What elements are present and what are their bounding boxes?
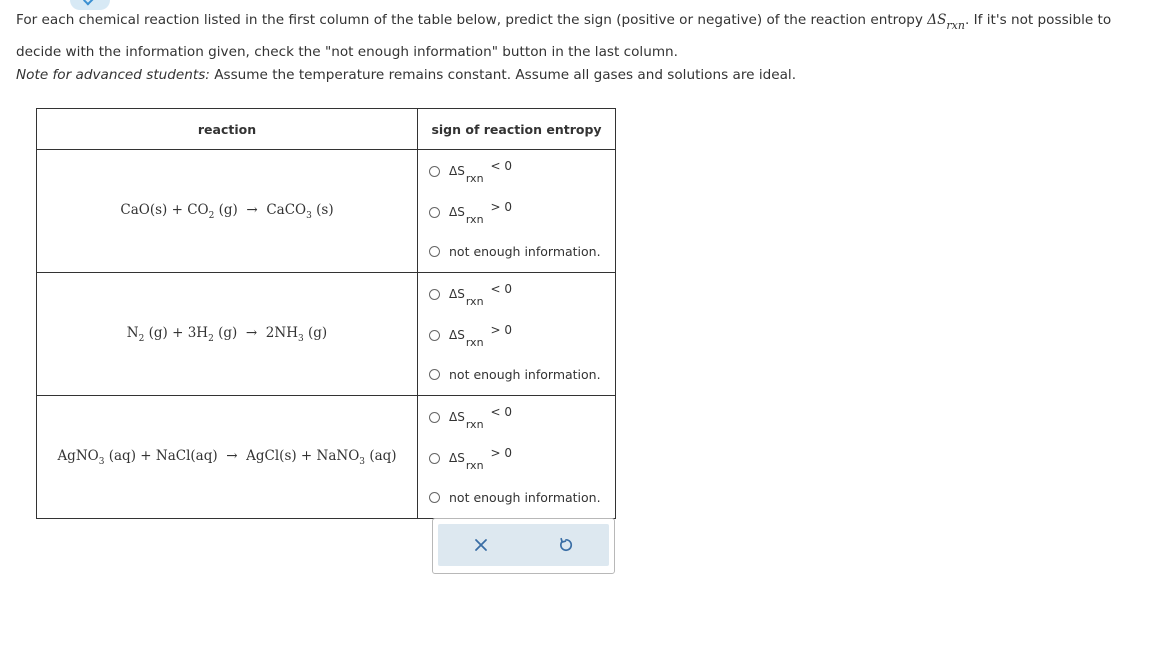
option-not-enough-info[interactable]: not enough information.: [429, 490, 601, 505]
radio-button[interactable]: [429, 492, 440, 503]
option-negative[interactable]: ΔS rxn < 0: [429, 287, 512, 301]
table-row: [37, 396, 616, 519]
sign-options-1: [418, 150, 616, 273]
reaction-arrow: →: [226, 447, 238, 464]
sign-options-3: [418, 396, 616, 519]
table-header-row: [37, 109, 616, 150]
advanced-note: [16, 64, 796, 86]
answer-action-bar: [432, 518, 615, 574]
note-label: Note for advanced students:: [16, 67, 210, 83]
radio-button[interactable]: [429, 453, 440, 464]
option-not-enough-info[interactable]: not enough information.: [429, 244, 601, 259]
option-not-enough-info[interactable]: not enough information.: [429, 367, 601, 382]
action-bar-inner: [438, 524, 609, 566]
reaction-equation-2: $N_2$ $(g) + 3H_2$ $(g) \to 2NH_3$ (g): [37, 273, 418, 396]
table-row: [37, 150, 616, 273]
option-negative[interactable]: ΔS rxn < 0: [429, 410, 512, 424]
note-text: Assume the temperature remains constant. Assume all gases and solutions are ideal.: [209, 67, 797, 83]
close-icon: [474, 538, 488, 552]
reaction-equation-3: AgNO$_3$ (aq) + NaCl(aq) → AgCl(s) + NaNO$_3$ (aq): [37, 396, 418, 519]
option-positive[interactable]: ΔS rxn > 0: [429, 451, 512, 465]
instructions: [16, 7, 1152, 65]
radio-button[interactable]: [429, 289, 440, 300]
instructions-line-2: decide with the information given, check the "not enough information" button in the last column.: [16, 44, 678, 60]
option-positive[interactable]: ΔS rxn > 0: [429, 328, 512, 342]
reaction-table: [36, 108, 616, 519]
radio-button[interactable]: [429, 412, 440, 423]
radio-button[interactable]: [429, 330, 440, 341]
option-positive[interactable]: ΔS rxn > 0: [429, 205, 512, 219]
option-negative[interactable]: ΔS rxn < 0: [429, 164, 512, 178]
sign-column-header: sign of reaction entropy: [418, 109, 616, 150]
entropy-symbol: $\Delta S_{rxn}$: [927, 12, 965, 32]
undo-icon: [558, 537, 574, 553]
reaction-column-header: reaction: [37, 109, 418, 150]
instructions-line-1: For each chemical reaction listed in the first column of the table below, predict the sign (positive or negative) of the reaction entropy $\Delta S_{rxn}$. If it's not possible to: [16, 12, 1112, 32]
radio-button[interactable]: [429, 166, 440, 177]
clear-button[interactable]: [466, 530, 496, 560]
radio-button[interactable]: [429, 246, 440, 257]
radio-button[interactable]: [429, 369, 440, 380]
table-row: [37, 273, 616, 396]
reaction-arrow: →: [245, 324, 258, 341]
undo-button[interactable]: [551, 530, 581, 560]
reaction-equation-1: $CaO(s) + CO_2$ (g) → CaCO$_3$ (s): [37, 150, 418, 273]
sign-options-2: [418, 273, 616, 396]
radio-button[interactable]: [429, 207, 440, 218]
reaction-arrow: →: [246, 201, 258, 218]
